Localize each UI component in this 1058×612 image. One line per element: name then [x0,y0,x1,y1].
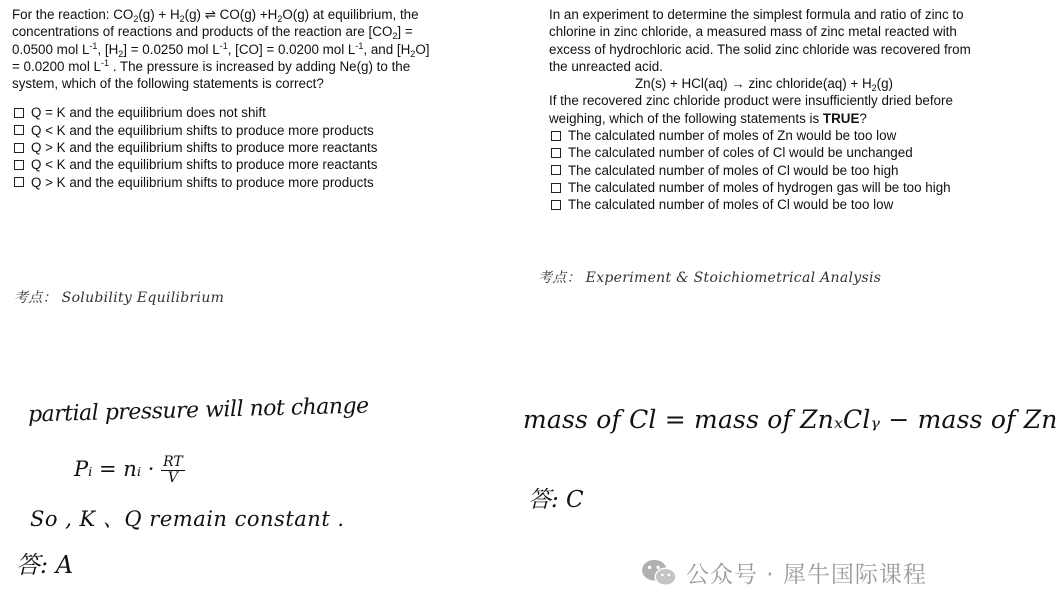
checkbox-icon[interactable] [551,165,561,175]
watermark-text: 公众号 · 犀牛国际课程 [686,562,927,588]
option-c[interactable]: The calculated number of moles of Cl would be too high [549,162,979,179]
option-e[interactable]: The calculated number of moles of Cl would be too low [549,196,979,213]
topic-left: 考点： Solubility Equilibrium [14,290,225,306]
wechat-icon [640,557,678,589]
topic-right: 考点： Experiment & Stoichiometrical Analysis [538,270,882,286]
left-question [12,6,432,191]
left-question-stem: For the reaction: $CO_2(g) + H_2(g)$ ⇌ $CO(g) +H_2O(g)$ at equilibrium, the concentrations of reactions and products of the reaction are $[CO_2] = 0.0500$ mol $L^{-1}$, $[H_2] = 0.0250$ mol $L^{-1}$, [CO] = 0.0200 mol $L^{-1}$, and $[H_2O] = 0.0200$ mol $L^{-1}$ . The pressure is increased by adding Ne(g) to the system, which of the following statements is correct? [12,7,430,92]
checkbox-icon[interactable] [551,183,561,193]
option-a[interactable]: The calculated number of moles of Zn would be too low [549,127,979,144]
option-e[interactable]: Q > K and the equilibrium shifts to produce more products [12,174,432,191]
checkbox-icon[interactable] [551,131,561,141]
right-question [549,6,979,214]
option-b[interactable]: The calculated number of coles of Cl would be unchanged [549,144,979,161]
right-question-prompt: If the recovered zinc chloride product were insufficiently dried before weighing, which of the following statements is TRUE? [549,93,953,126]
formula-fraction: $\frac{RT}{V}$ [163,454,183,486]
option-b[interactable]: Q < K and the equilibrium shifts to produce more products [12,122,432,139]
answer-right: 答: C [528,487,584,513]
right-options [549,127,979,213]
checkbox-icon[interactable] [551,148,561,158]
answer-left: 答: A [16,551,74,579]
checkbox-icon[interactable] [14,160,24,170]
checkbox-icon[interactable] [14,177,24,187]
checkbox-icon[interactable] [14,108,24,118]
checkbox-icon[interactable] [14,125,24,135]
note-formula: Pᵢ = nᵢ · $\frac{RT}{V}$ [74,454,183,486]
option-c[interactable]: Q > K and the equilibrium shifts to produce more reactants [12,139,432,156]
option-a[interactable]: Q = K and the equilibrium does not shift [12,104,432,121]
option-d[interactable]: The calculated number of moles of hydrogen gas will be too high [549,179,979,196]
checkbox-icon[interactable] [551,200,561,210]
right-question-stem: In an experiment to determine the simplest formula and ratio of zinc to chlorine in zinc chloride, a measured mass of zinc metal reacted with excess of hydrochloric acid. The solid zinc chloride was recovered from the unreacted acid. [549,7,971,74]
checkbox-icon[interactable] [14,143,24,153]
reaction-equation: Zn(s) + HCl(aq) → zinc chloride(aq) + $H_2(g)$ [634,76,894,94]
note-partial-pressure: partial pressure will not change [27,393,369,428]
left-options [12,104,432,190]
note-mass-cl: mass of Cl = mass of ZnₓClᵧ − mass of Zn [523,405,1058,434]
watermark [640,556,927,589]
note-constant: So , K 、Q remain constant . [30,507,345,531]
option-d[interactable]: Q < K and the equilibrium shifts to produce more reactants [12,156,432,173]
